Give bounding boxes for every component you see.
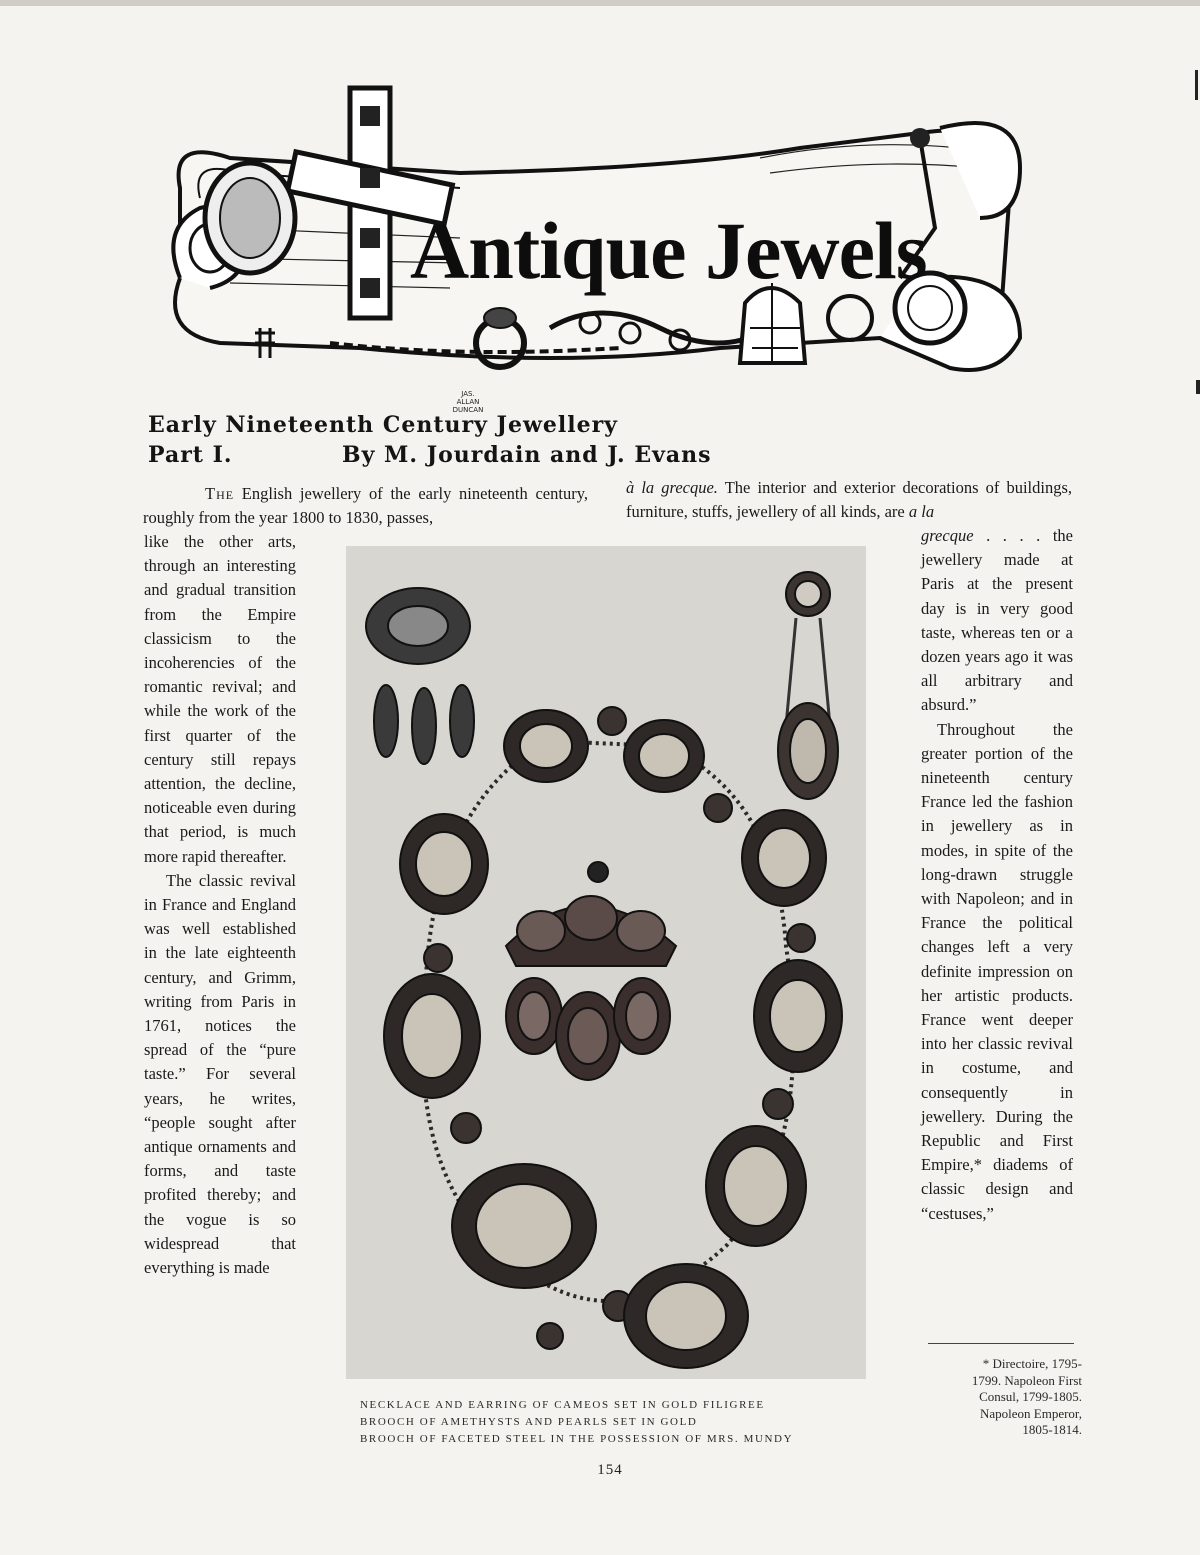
footnote-line: 1805-1814.: [1022, 1422, 1082, 1437]
intro-lead-word: The: [205, 484, 235, 503]
body-paragraph: The classic revival in France and England was well established in the late eighteenth century, and Grimm, writing from Paris in 1761, notices the spread of the “pure taste.” For several years, he writes, “people sought after antique ornaments and forms, and taste profited thereby; and the vogue is so widespread that everything is made: [144, 870, 296, 1278]
footnote-line: * Directoire, 1795-: [982, 1356, 1082, 1371]
page-edge-mark: [1195, 70, 1198, 100]
footnote-line: Napoleon Emperor,: [979, 1405, 1082, 1421]
article-title: Early Nineteenth Century Jewellery: [148, 412, 618, 438]
right-top-text: [626, 476, 1072, 524]
header-banner: [160, 78, 1028, 414]
page-number: 154: [597, 1462, 623, 1478]
jewellery-photograph: [346, 546, 866, 1379]
italic-phrase: à la grecque.: [626, 478, 718, 497]
intro-paragraph: [143, 482, 588, 530]
artist-credit: [448, 390, 488, 414]
page-top-edge: [0, 0, 1200, 6]
page-edge-mark: [1196, 380, 1200, 394]
article-part: Part I.: [148, 442, 233, 468]
body-paragraph: like the other arts, through an interesting and gradual transition from the Empire classicism to the incoherencies of the romantic revival; and while the work of the first quarter of the century still repays attention, the decline, noticeable even during that period, is much more rapid thereafter.: [144, 532, 296, 866]
body-text: . . . . the jewellery made at Paris at the present day is in very good taste, whereas ten or a dozen years ago it was all arbitrary and absurd.”: [921, 526, 1073, 715]
artist-credit-line: ALLAN: [456, 398, 480, 406]
caption-line: BROOCH OF FACETED STEEL IN THE POSSESSION OF MRS. MUNDY: [360, 1433, 794, 1445]
footnote-line: 1799. Napoleon First: [971, 1372, 1082, 1388]
italic-phrase: grecque: [921, 526, 974, 545]
italic-phrase: a la: [908, 502, 935, 521]
intro-text: English jewellery of the early nineteenth century, roughly from the year 1800 to 1830, passes,: [143, 484, 588, 527]
body-text: The interior and exterior decorations of buildings, furniture, stuffs, jewellery of all kinds, are: [626, 478, 1072, 521]
footnote-rule: [928, 1343, 1074, 1344]
body-paragraph: Throughout the greater portion of the nineteenth century France led the fashion in jewellery as in modes, in spite of the long-drawn struggle with Napoleon; and in France the political changes left a very definite impression on her artistic products. France went deeper into her classic revival in costume, and consequently in jewellery. During the Republic and First Empire,* diadems of classic design and “cestuses,”: [921, 719, 1073, 1223]
caption-line: BROOCH OF AMETHYSTS AND PEARLS SET IN GOLD: [360, 1416, 698, 1428]
jewellery-photo-image: [346, 546, 866, 1379]
right-column: [921, 524, 1073, 1226]
footnote: [916, 1356, 1082, 1439]
artist-credit-line: JAS.: [461, 390, 475, 398]
banner-title: Antique Jewels: [410, 205, 927, 296]
left-column: [144, 530, 296, 1280]
caption-line: NECKLACE AND EARRING OF CAMEOS SET IN GOLD FILIGREE: [360, 1399, 765, 1411]
body-paragraph: [921, 524, 1073, 718]
photo-caption: [360, 1397, 880, 1448]
artist-credit-line: DUNCAN: [452, 406, 484, 414]
footnote-line: Consul, 1799-1805.: [979, 1389, 1082, 1404]
article-authors: By M. Jourdain and J. Evans: [342, 442, 712, 468]
